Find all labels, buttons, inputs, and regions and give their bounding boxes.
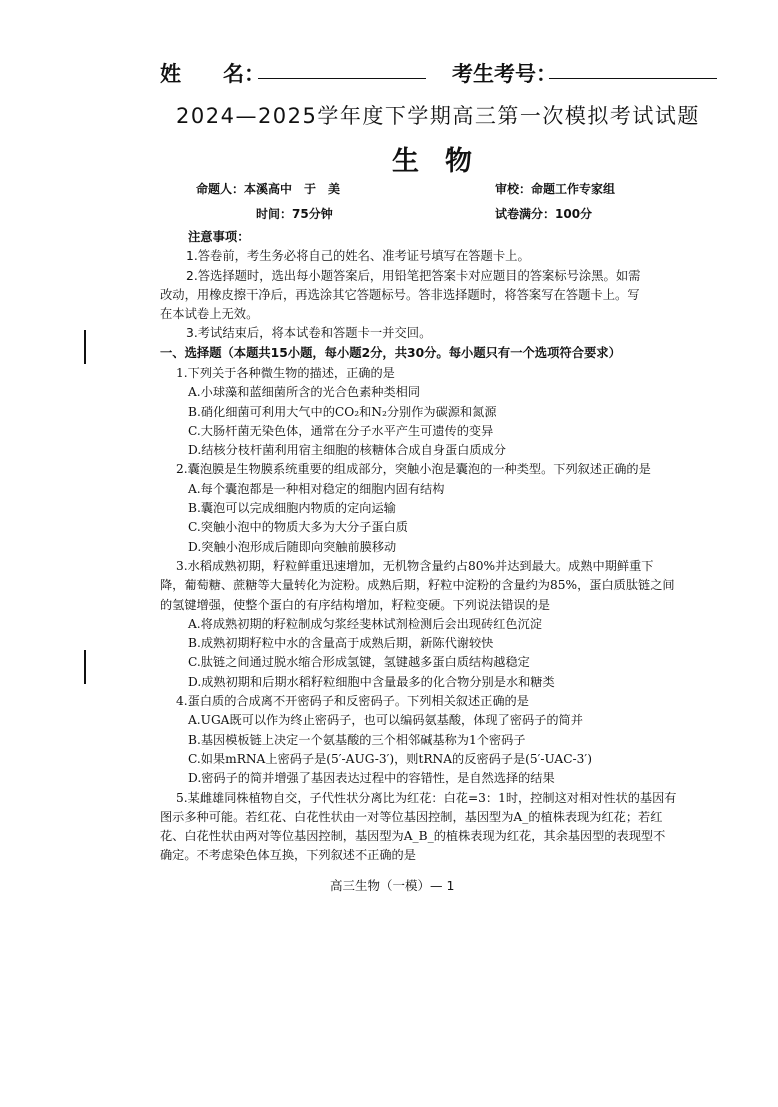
- option-c: C.大肠杆菌无染色体，通常在分子水平产生可遗传的变异: [188, 423, 494, 438]
- author-info: 命题人：本溪高中 于 美: [196, 182, 341, 196]
- question-stem-cont: 的氢键增强，使整个蛋白的有序结构增加，籽粒变硬。下列说法错误的是: [160, 597, 550, 612]
- question-stem-cont: 图示多种可能。若红花、白花性状由一对等位基因控制，基因型为A_的植株表现为红花；若红: [160, 809, 663, 824]
- section-title: 一、选择题（本题共15小题，每小题2分，共30分。每小题只有一个选项符合要求）: [160, 346, 621, 360]
- binding-mark-top: [84, 330, 86, 364]
- exam-title: 2024—2025学年度下学期高三第一次模拟考试试题: [176, 104, 700, 128]
- name-blank-line[interactable]: [258, 58, 426, 79]
- exam-number-label: 考生考号：: [452, 62, 557, 86]
- option-c: C.如果mRNA上密码子是(5′-AUG-3′)，则tRNA的反密码子是(5′-UAC-3′): [188, 751, 592, 766]
- option-b: B.囊泡可以完成细胞内物质的定向运输: [188, 501, 396, 516]
- score-info: 试卷满分：100分: [495, 207, 593, 221]
- question-stem: 5.某雌雄同株植物自交，子代性状分离比为红花：白花=3：1时，控制这对相对性状的基因有: [176, 790, 677, 805]
- question-stem-cont: 确定。不考虑染色体互换，下列叙述不正确的是: [160, 848, 416, 863]
- option-d: D.结核分枝杆菌利用宿主细胞的核糖体合成自身蛋白质成分: [188, 443, 506, 458]
- option-d: D.成熟初期和后期水稻籽粒细胞中含量最多的化合物分别是水和糖类: [188, 674, 555, 689]
- notes-block: [160, 228, 720, 344]
- notes-item: 改动，用橡皮擦干净后，再选涂其它答题标号。答非选择题时，将答案写在答题卡上。写: [160, 287, 640, 302]
- option-a: A.每个囊泡都是一种相对稳定的细胞内固有结构: [188, 481, 445, 496]
- option-c: C.突触小泡中的物质大多为大分子蛋白质: [188, 520, 408, 535]
- question-stem-cont: 降，葡萄糖、蔗糖等大量转化为淀粉。成熟后期，籽粒中淀粉的含量约为85%，蛋白质肽链之间: [160, 578, 675, 593]
- binding-mark-bottom: [84, 650, 86, 684]
- option-a: A.小球藻和蓝细菌所含的光合色素种类相同: [188, 385, 421, 400]
- reviewer-info: 审校：命题工作专家组: [495, 182, 616, 196]
- option-b: B.成熟初期籽粒中水的含量高于成熟后期，新陈代谢较快: [188, 636, 494, 651]
- notes-title: 注意事项：: [188, 230, 250, 244]
- subject-title: 生物: [392, 146, 498, 177]
- option-b: B.基因模板链上决定一个氨基酸的三个相邻碱基称为1个密码子: [188, 732, 526, 747]
- option-d: D.突触小泡形成后随即向突触前膜移动: [188, 539, 397, 554]
- exam-number-blank-line[interactable]: [549, 58, 717, 79]
- time-info: 时间：75分钟: [256, 207, 333, 221]
- question-list: [160, 364, 720, 866]
- page-footer: 高三生物（一模）— 1: [330, 878, 455, 893]
- option-a: A.UGA既可以作为终止密码子，也可以编码氨基酸，体现了密码子的简并: [188, 713, 583, 728]
- option-d: D.密码子的简并增强了基因表达过程中的容错性，是自然选择的结果: [188, 771, 555, 786]
- option-b: B.硝化细菌可利用大气中的CO₂和N₂分别作为碳源和氮源: [188, 404, 497, 419]
- notes-item: 3.考试结束后，将本试卷和答题卡一并交回。: [186, 326, 432, 341]
- option-a: A.将成熟初期的籽粒制成匀浆经斐林试剂检测后会出现砖红色沉淀: [188, 616, 542, 631]
- question-stem-cont: 花、白花性状由两对等位基因控制，基因型为A_B_的植株表现为红花，其余基因型的表现型不: [160, 829, 666, 844]
- name-label: 姓 名：: [160, 62, 265, 86]
- question-stem: 1.下列关于各种微生物的描述，正确的是: [176, 366, 395, 380]
- option-c: C.肽链之间通过脱水缩合形成氢键，氢键越多蛋白质结构越稳定: [188, 655, 530, 670]
- notes-item: 1.答卷前，考生务必将自己的姓名、准考证号填写在答题卡上。: [186, 249, 530, 264]
- notes-item: 2.答选择题时，选出每小题答案后，用铅笔把答案卡对应题目的答案标号涂黑。如需: [186, 268, 641, 283]
- question-stem: 3.水稻成熟初期，籽粒鲜重迅速增加，无机物含量约占80%并达到最大。成熟中期鲜重下: [176, 558, 654, 573]
- question-stem: 2.囊泡膜是生物膜系统重要的组成部分，突触小泡是囊泡的一种类型。下列叙述正确的是: [176, 462, 651, 477]
- question-stem: 4.蛋白质的合成离不开密码子和反密码子。下列相关叙述正确的是: [176, 694, 529, 709]
- notes-item: 在本试卷上无效。: [160, 307, 259, 322]
